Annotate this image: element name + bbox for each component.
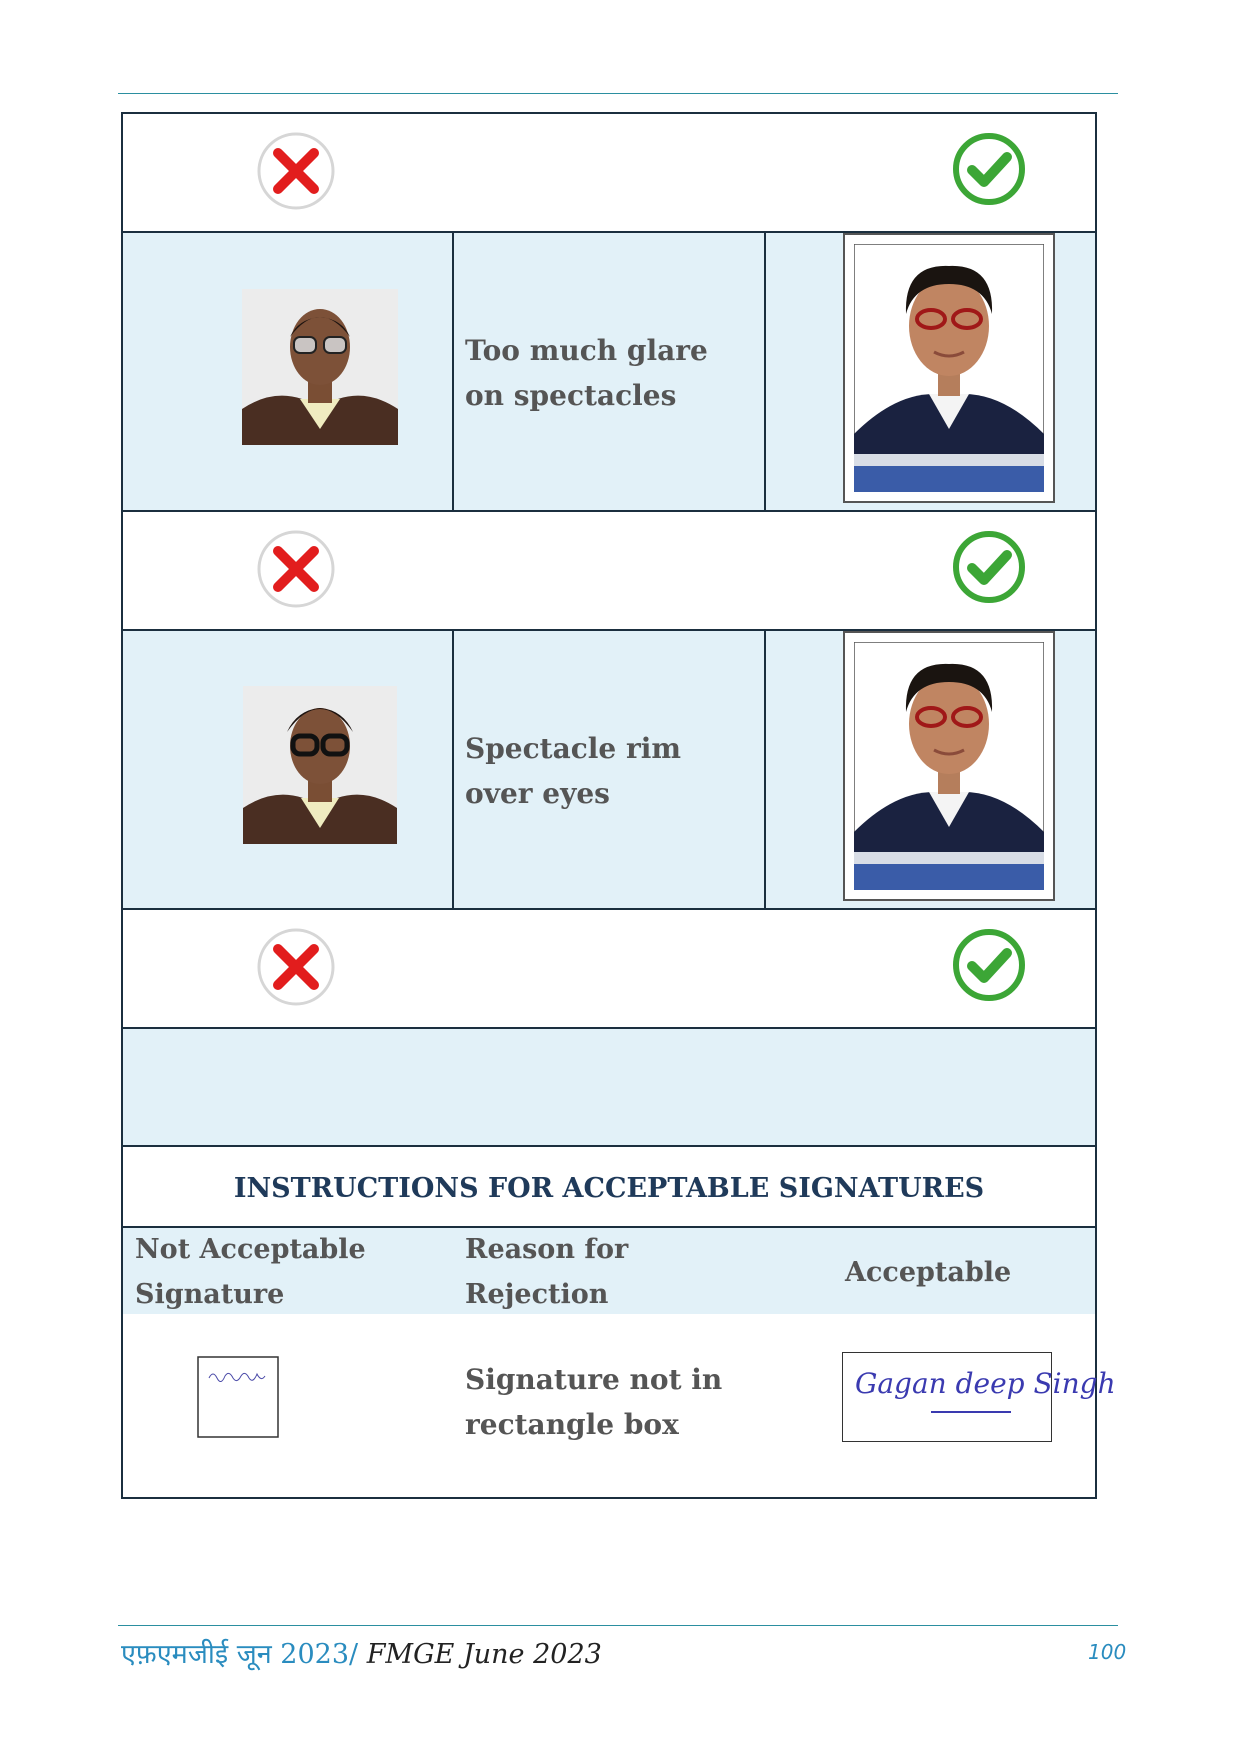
header-acceptable: Acceptable [845, 1257, 1012, 1288]
footer-rule [118, 1625, 1118, 1626]
divider [764, 233, 766, 510]
footer-english: FMGE June 2023 [366, 1639, 602, 1670]
footer-title [121, 1634, 602, 1671]
header-not-acceptable: Not Acceptable Signature [135, 1234, 366, 1310]
accepted-signature: Gagan deep Singh [855, 1367, 1116, 1400]
divider [764, 631, 766, 908]
example-row [123, 631, 1095, 908]
header-rule [118, 93, 1118, 94]
red-cross-icon [256, 529, 336, 609]
accepted-photo [854, 642, 1044, 890]
signatures-title: INSTRUCTIONS FOR ACCEPTABLE SIGNATURES [233, 1173, 985, 1204]
example-row [123, 233, 1095, 510]
accepted-photo-frame [843, 631, 1055, 901]
divider [452, 631, 454, 908]
page-number: 100 [1088, 1640, 1127, 1664]
green-check-icon [951, 131, 1027, 207]
divider [123, 1145, 1095, 1147]
signature-example-row [123, 1314, 1116, 1497]
red-cross-icon [256, 927, 336, 1007]
icon-row [123, 910, 1095, 1027]
photo-guidelines-table [121, 112, 1116, 1499]
signature-underline [931, 1411, 1011, 1413]
rejected-signature [197, 1356, 279, 1438]
accepted-signature-box [842, 1352, 1116, 1442]
rejection-reason: Signature not in rectangle box [465, 1363, 723, 1441]
empty-row [123, 1029, 1095, 1145]
rejected-photo [243, 686, 397, 844]
red-cross-icon [256, 131, 336, 211]
green-check-icon [951, 529, 1027, 605]
rejected-photo [242, 289, 398, 445]
signature-header-row [123, 1228, 1095, 1314]
accepted-photo-frame [843, 233, 1055, 503]
icon-row [123, 512, 1095, 629]
rejection-reason: Spectacle rim over eyes [465, 732, 682, 810]
header-reason: Reason for Rejection [465, 1234, 629, 1310]
icon-row [123, 114, 1095, 231]
accepted-photo [854, 244, 1044, 492]
rejection-reason: Too much glare on spectacles [465, 334, 708, 412]
footer-hindi: एफ़एमजीई जून 2023/ [121, 1639, 359, 1670]
divider [452, 233, 454, 510]
green-check-icon [951, 927, 1027, 1003]
